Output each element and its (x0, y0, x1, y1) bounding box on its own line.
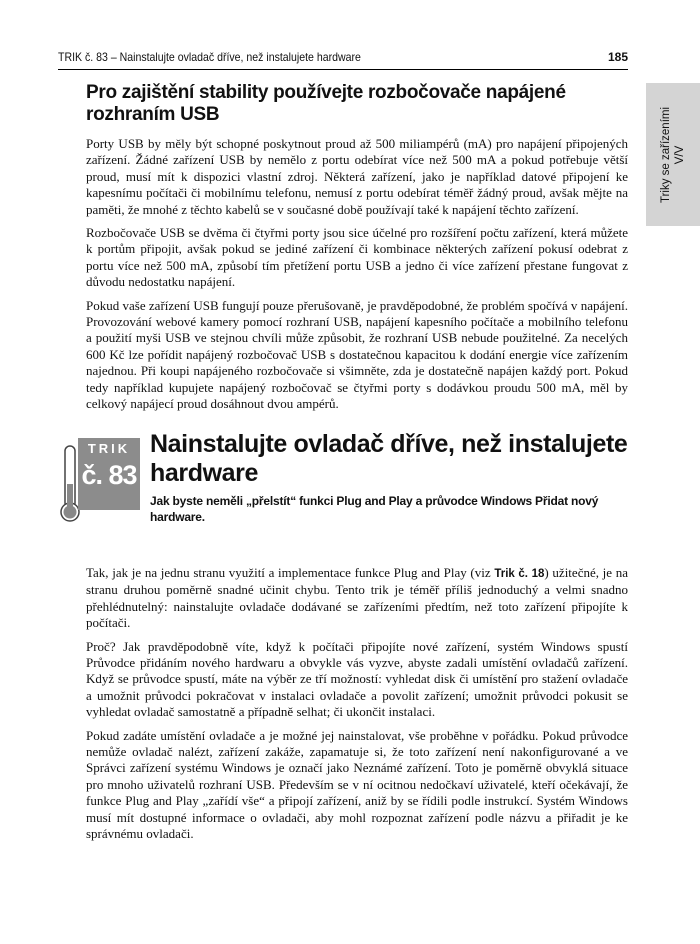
cross-reference: Trik č. 18 (494, 568, 545, 580)
chapter-side-tab (646, 83, 700, 226)
trik-badge (78, 438, 140, 510)
trik-heading-block (58, 430, 628, 560)
chapter-abbr: V/V (674, 145, 686, 164)
header-rule (58, 69, 628, 70)
paragraph: Proč? Jak pravděpodobně víte, když k počítači připojíte nové zařízení, systém Windows spustí Průvodce přidáním nového hardwaru a obvykle vás vyzve, abyste zadali umístění ovladačů zařízení. Když se průvodce spustí, máte na výběr ze tří možností: vyhledat disk či umístění pro stažení ovladače a umožnit průvodci pokračovat v instalaci ovladače a povolit zařízení; umožnit průvodci pokusit se vyhledat ovladač samostatně a případně selhat; či ukončit instalaci. (86, 638, 628, 720)
trik-title: Nainstalujte ovladač dříve, než instalujete hardware (150, 430, 628, 487)
paragraph-text: ) užitečné, je na stranu druhou poměrně snadné učinit chybu. Tento trik je téměř příliš jednoduchý a velmi snadno přehlédnutelný: nainstalujte ovladače dodávané se zařízeními předtím, než toto zařízení připojíte k počítači. (86, 565, 628, 631)
paragraph: Pokud vaše zařízení USB fungují pouze přerušovaně, je pravděpodobné, že problém spočívá v napájení. Provozování webové kamery pomocí rozhraní USB, napájení kapesního počítače a mobilního telefonu a použití myši USB ve stejnou chvíli může způsobit, že rozhraní USB nebude použitelné. Za necelých 600 Kč lze pořídit napájený rozbočovač USB s dostatečnou kapacitou k dodání energie více zařízením najednou. Při koupi napájeného rozbočovače si všimněte, zda je dostatečně napájen každý port. Pokud tedy například kupujete napájený rozbočovač se čtyřmi porty s dodávkou proudu 500 mA, měl by celkový napájecí proud dosáhnout dvou ampérů. (86, 297, 628, 412)
running-header-title: TRIK č. 83 – Nainstalujte ovladač dříve, než instalujete hardware (58, 50, 361, 64)
page-number: 185 (607, 50, 628, 64)
paragraph-text: Tak, jak je na jednu stranu využití a implementace funkce Plug and Play (viz (86, 565, 495, 580)
running-header (58, 48, 628, 66)
trik-subtitle: Jak byste neměli „přelstít“ funkci Plug and Play a průvodce Windows Přidat nový hardware. (150, 494, 599, 524)
paragraph (86, 565, 628, 632)
paragraph: Porty USB by měly být schopné poskytnout proud až 500 miliampérů (mA) pro napájení připojených zařízení. Žádné zařízení USB by nemělo z portu odebírat více než 500 mA a pokud potřebuje větší proud, musí mít k dispozici vlastní zdroj. Některá zařízení, jako je například datové připojení ke kapesnímu počítači či mobilnímu telefonu, nemusí z portu odebírat téměř žádný proud, avšak mějte na paměti, že mnohé z těchto kabelů se v současné době používají také k napájení těchto zařízení. (86, 136, 628, 217)
section-heading: Pro zajištění stability používejte rozbočovače napájené rozhraním USB (86, 82, 566, 125)
paragraph: Rozbočovače USB se dvěma či čtyřmi porty jsou sice účelné pro rozšíření počtu zařízení, která můžete k portům připojit, avšak pokud se jediné zařízení či kombinace některých zařízení pokusí odebrat z portu více než 500 mA, způsobí tím přetížení portu USB a jedno či více zařízení přestane fungovat z důvodu nedostatku napájení. (86, 225, 628, 290)
section-content (86, 82, 628, 420)
chapter-name: Triky se zařízeními (660, 106, 672, 203)
trik-badge-label: TRIK (87, 441, 131, 456)
trik-body (86, 565, 628, 850)
chapter-side-tab-text (659, 106, 687, 202)
paragraph: Pokud zadáte umístění ovladače a je možné jej nainstalovat, vše proběhne v pořádku. Pokud průvodce nemůže ovladač nalézt, zařízení zakáže, zapamatuje si, že toto zařízení není nakonfigurované a ve Správci zařízení systému Windows je označí jako Neznámé zařízení. Toto je poměrně obvyklá situace pro mnoho uživatelů rozhraní USB. Především se v ní ocitnou nedočkaví uživatelé, kteří očekávají, že funkce Plug and Play „zařídí vše“ a připojí zařízení, aniž by se řídili podle instrukcí. Systém Windows musí mít dostupné informace o ovladači, aby mohl rozpoznat zařízení podle názvu a přiřadit je ke správnému ovladači. (86, 727, 628, 842)
trik-badge-number: č. 83 (81, 460, 137, 490)
